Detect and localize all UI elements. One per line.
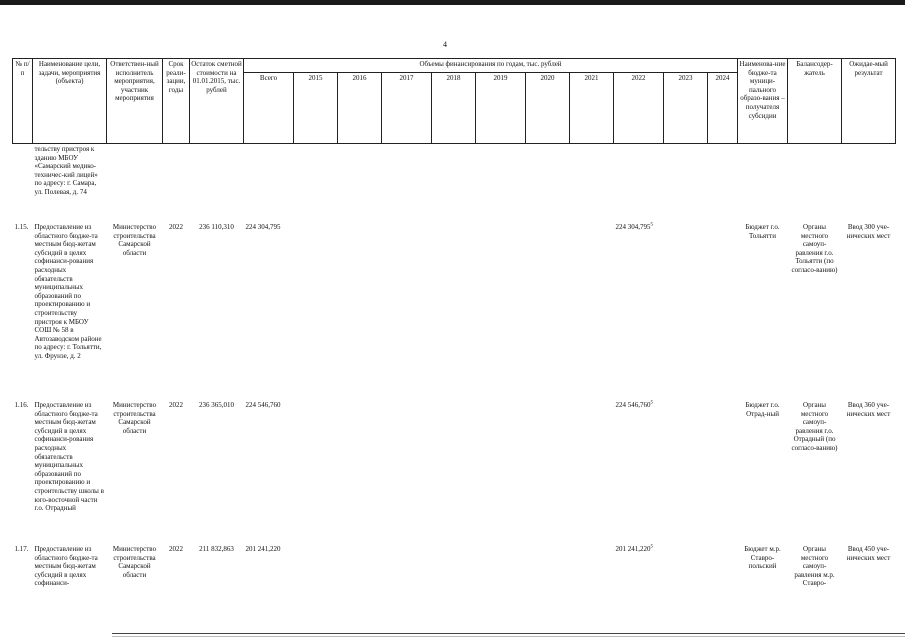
row-2022-value: 224 546,760 (615, 401, 651, 409)
header-balance: Остаток сметной стоимости на 01.01.2015, тыс. рублей (190, 59, 244, 144)
row-balance: 236 110,310 (199, 223, 234, 231)
table-row (13, 144, 896, 223)
header-holder: Балансодер-жатель (788, 59, 842, 144)
row-name: Предоставление из областного бюдже-та местным бюд-жетам субсидий в целях софинанси-рования расходных обязательств муниципальных образований по проектированию и строительству пристроя к МБОУ СОШ № 58 в Автозаводском районе по адресу: г. Тольятти, ул. Фрунзе, д. 2 (34, 223, 102, 360)
table-row (13, 222, 896, 400)
table-row (13, 544, 896, 596)
header-total: Всего (244, 73, 294, 144)
footnote-mark: 5 (650, 544, 653, 550)
header-year: 2020 (526, 73, 570, 144)
header-term: Срок реали-зации, годы (163, 59, 190, 144)
row-result: Ввод 300 уче-нических мест (846, 223, 891, 240)
row-2022-value: 201 241,220 (615, 545, 651, 553)
header-budget: Наименова-ние бюдже-та муници-пального образо-вания – получателя субсидии (738, 59, 788, 144)
row-term: 2022 (169, 401, 183, 409)
header-num: № п/п (13, 59, 33, 144)
row-holder: Органы местного самоуп-равления г.о. Отрадный (по согласо-ванию) (791, 401, 838, 452)
header-responsible: Ответствен-ный исполнитель мероприятия, участник мероприятия (107, 59, 163, 144)
row-num: 1.15. (14, 223, 29, 231)
header-result: Ожидае-мый результат (842, 59, 896, 144)
header-year: 2019 (476, 73, 526, 144)
row-term: 2022 (169, 545, 183, 553)
row-budget: Бюджет м.р. Ставро-польский (744, 545, 781, 571)
header-year: 2024 (708, 73, 738, 144)
row-total: 201 241,220 (245, 545, 281, 553)
row-2022 (614, 222, 664, 400)
financing-table (12, 58, 896, 596)
row-responsible: Министерство строительства Самарской области (112, 401, 157, 435)
continuation-text: тельству пристроя к зданию МБОУ «Самарский медико-техничес-кий лицей» по адресу: г. Самара, ул. Полевая, д. 74 (34, 145, 98, 196)
row-name: Предоставление из областного бюдже-та местным бюд-жетам субсидий в целях софинанси- (34, 545, 98, 588)
row-2022 (614, 544, 664, 596)
row-responsible: Министерство строительства Самарской области (112, 223, 157, 257)
row-total: 224 304,795 (245, 223, 281, 231)
row-holder: Органы местного самоуп-равления м.р. Ставро- (794, 545, 835, 588)
top-border (0, 0, 905, 5)
footnote-mark: 5 (650, 222, 653, 228)
row-num: 1.17. (14, 545, 29, 553)
row-balance: 211 832,863 (199, 545, 234, 553)
row-balance: 236 365,010 (199, 401, 234, 409)
row-responsible: Министерство строительства Самарской области (112, 545, 157, 579)
row-num: 1.16. (14, 401, 29, 409)
table-row (13, 400, 896, 544)
bottom-rule (112, 633, 905, 634)
row-2022 (614, 400, 664, 544)
header-financing: Объемы финансирования по годам, тыс. рублей (244, 59, 738, 73)
row-term: 2022 (169, 223, 183, 231)
header-year: 2016 (338, 73, 382, 144)
row-total: 224 546,760 (245, 401, 281, 409)
header-year: 2018 (432, 73, 476, 144)
row-budget: Бюджет г.о. Тольятти (745, 223, 780, 240)
header-year: 2021 (570, 73, 614, 144)
row-budget: Бюджет г.о. Отрад-ный (745, 401, 780, 418)
row-result: Ввод 450 уче-нических мест (846, 545, 891, 562)
header-year: 2022 (614, 73, 664, 144)
header-year: 2023 (664, 73, 708, 144)
row-name: Предоставление из областного бюдже-та местным бюд-жетам субсидий в целях софинанси-рования расходных обязательств муниципальных образований по проектированию и строительству школы в юго-восточной части г.о. Отрадный (34, 401, 104, 513)
bottom-rule-shadow (112, 636, 905, 637)
header-year: 2015 (294, 73, 338, 144)
page-number: 4 (443, 40, 447, 49)
footnote-mark: 5 (650, 400, 653, 406)
header-year: 2017 (382, 73, 432, 144)
row-result: Ввод 360 уче-нических мест (846, 401, 891, 418)
header-name: Наименование цели, задачи, мероприятия (объекта) (33, 59, 107, 144)
row-holder: Органы местного самоуп-равления г.о. Тольятти (по согласо-ванию) (791, 223, 838, 274)
row-2022-value: 224 304,795 (615, 223, 651, 231)
